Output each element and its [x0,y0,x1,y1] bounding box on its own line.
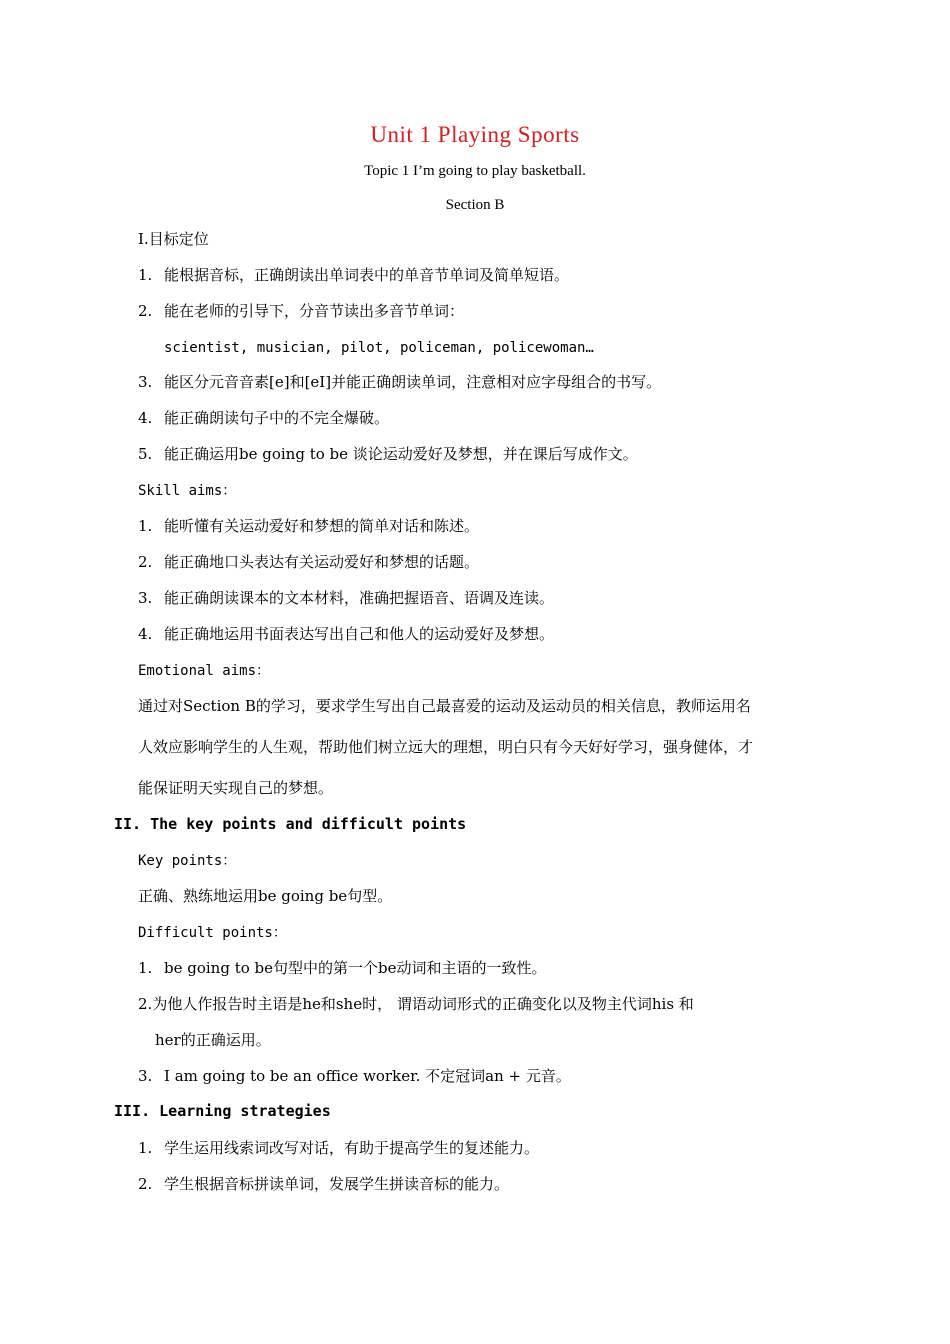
item-text: 学生运用线索词改写对话，有助于提高学生的复述能力。 [164,1139,540,1157]
difficult-points-heading: Difficult points： [138,925,287,941]
list-item [138,1066,571,1086]
item-number: 1. [138,266,153,284]
part3-heading: III. Learning strategies [114,1102,331,1120]
item-text: 能正确运用be going to be 谈论运动爱好及梦想，并在课后写成作文。 [164,445,638,463]
item-text: I am going to be an office worker. 不定冠词an + 元音。 [164,1067,571,1085]
list-item [138,265,569,285]
item-text: 能根据音标，正确朗读出单词表中的单音节单词及简单短语。 [164,266,570,284]
item-text: 为他人作报告时主语是he和she时， 谓语动词形式的正确变化以及物主代词his 和 [152,995,694,1013]
list-item [138,372,661,392]
part2-heading: II. The key points and difficult points [114,815,467,833]
list-item [138,408,389,428]
item-number: 2. [138,302,153,320]
skill-aims-heading: Skill aims： [138,483,237,499]
list-item [138,1138,539,1158]
item-text: 能听懂有关运动爱好和梦想的简单对话和陈述。 [164,517,480,535]
item-text: 能正确朗读句子中的不完全爆破。 [164,409,390,427]
item-number: 1. [138,959,153,977]
topic-subtitle: Topic 1 I’m going to play basketball. [364,163,586,179]
list-item [138,552,479,572]
item-text: 能正确朗读课本的文本材料，准确把握语音、语调及连读。 [164,589,555,607]
item-text: 学生根据音标拼读单词，发展学生拼读音标的能力。 [164,1175,510,1193]
item-number: 5. [138,445,153,463]
item-text: 能在老师的引导下，分音节读出多音节单词： [164,302,465,320]
word-list: scientist, musician, pilot, policeman, policewoman… [164,340,594,356]
item-number: 3. [138,589,153,607]
paragraph-line: 人效应影响学生的人生观，帮助他们树立远大的理想，明白只有今天好好学习，强身健体，才 [138,738,754,756]
list-item-continuation: her的正确运用。 [155,1031,271,1049]
item-text: 能正确地口头表达有关运动爱好和梦想的话题。 [164,553,480,571]
section-subtitle: Section B [445,197,505,213]
item-text: 能区分元音音素[e]和[eI]并能正确朗读单词，注意相对应字母组合的书写。 [164,373,662,391]
list-item [138,516,479,536]
item-number: 1. [138,1139,153,1157]
item-number: 4. [138,625,153,643]
list-item [138,588,554,608]
item-number: 2. [138,995,153,1013]
item-text: 能正确地运用书面表达写出自己和他人的运动爱好及梦想。 [164,625,555,643]
list-item [138,624,554,644]
list-item [138,1174,509,1194]
item-number: 2. [138,553,153,571]
part1-heading: I.目标定位 [138,230,209,248]
list-item [138,994,694,1014]
key-points-text: 正确、熟练地运用be going be句型。 [138,887,393,905]
item-text: be going to be句型中的第一个be动词和主语的一致性。 [164,959,547,977]
list-item [138,444,638,464]
item-number: 3. [138,373,153,391]
item-number: 1. [138,517,153,535]
list-item [138,301,464,321]
item-number: 2. [138,1175,153,1193]
key-points-heading: Key points： [138,853,237,869]
paragraph-line: 通过对Section B的学习，要求学生写出自己最喜爱的运动及运动员的相关信息，教师运用名 [138,697,751,715]
page-title: Unit 1 Playing Sports [370,122,580,147]
item-number: 4. [138,409,153,427]
emotional-aims-heading: Emotional aims： [138,663,271,679]
list-item [138,958,547,978]
item-number: 3. [138,1067,153,1085]
paragraph-line: 能保证明天实现自己的梦想。 [138,779,334,797]
